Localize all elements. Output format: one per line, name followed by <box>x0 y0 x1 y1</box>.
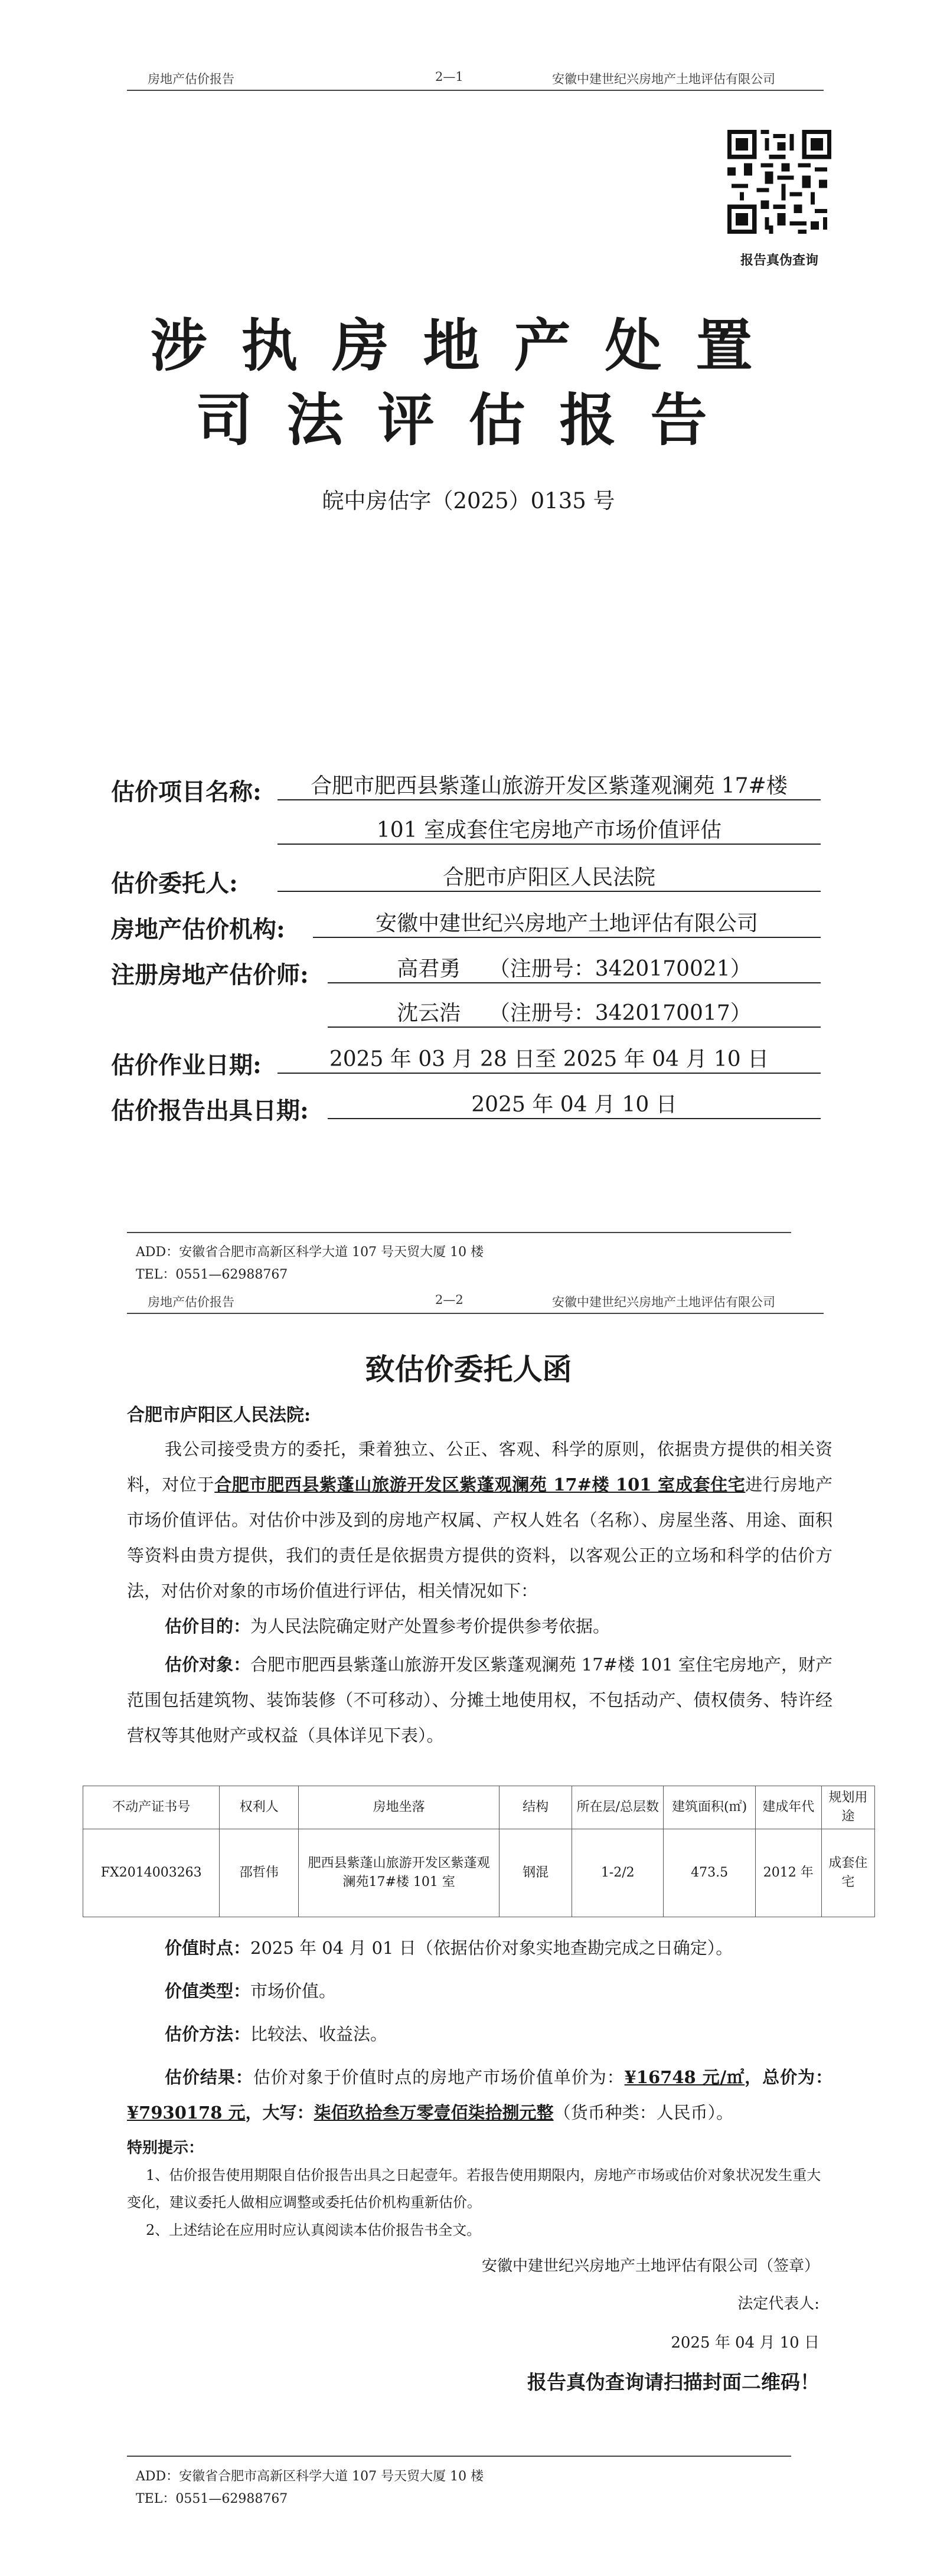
agency-label: 房地产估价机构: <box>111 916 285 943</box>
intro-paragraph <box>127 1431 832 1609</box>
purpose-label: 估价目的： <box>165 1616 251 1636</box>
method-label: 估价方法： <box>165 2024 251 2044</box>
header-page-number: 2—1 <box>435 70 463 84</box>
result-text-3: ，大写： <box>245 2103 314 2123</box>
result-text-4: （货币种类：人民币）。 <box>553 2103 734 2123</box>
letter-title: 致估价委托人函 <box>365 1352 572 1387</box>
result-paragraph <box>127 2060 832 2130</box>
valuation-date-text: 2025 年 04 月 01 日（依据估价对象实地查勘完成之日确定）。 <box>250 1938 733 1958</box>
signature-company: 安徽中建世纪兴房地产土地评估有限公司（签章） <box>481 2257 820 2275</box>
header-right: 安徽中建世纪兴房地产土地评估有限公司 <box>552 1295 775 1309</box>
table-header-cell: 所在层/总层数 <box>572 1786 664 1829</box>
footer-rule <box>127 2456 791 2457</box>
header-left: 房地产估价报告 <box>148 72 234 86</box>
table-header-row <box>83 1786 875 1829</box>
qr-code-image <box>727 130 831 234</box>
header-right: 安徽中建世纪兴房地产土地评估有限公司 <box>552 72 775 86</box>
total-price: ¥7930178 元 <box>127 2103 246 2123</box>
header-page-number: 2—2 <box>435 1293 463 1307</box>
property-table <box>83 1786 875 1917</box>
agency-value: 安徽中建世纪兴房地产土地评估有限公司 <box>313 911 821 938</box>
report-title-line-2: 司法评估报告 <box>195 387 742 453</box>
table-cell: 肥西县紫蓬山旅游开发区紫蓬观澜苑17#楼 101 室 <box>299 1829 499 1917</box>
method-text: 比较法、收益法。 <box>250 2024 388 2044</box>
table-header-cell: 建筑面积(㎡) <box>664 1786 755 1829</box>
footer-rule <box>127 1232 791 1233</box>
unit-price: ¥16748 元/㎡ <box>624 2067 745 2087</box>
valuation-date-label: 价值时点： <box>165 1938 251 1958</box>
object-text: 合肥市肥西县紫蓬山旅游开发区紫蓬观澜苑 17#楼 101 室住宅房地产，财产范围包括建筑物、装饰装修（不可移动）、分摊土地使用权，不包括动产、债权债务、特许经营权等其他财产或权益（具体详见下表）。 <box>127 1655 832 1745</box>
table-header-cell: 权利人 <box>220 1786 299 1829</box>
table-header-cell: 不动产证书号 <box>83 1786 220 1829</box>
project-value-line-2: 101 室成套住宅房地产市场价值评估 <box>277 818 821 845</box>
note-1: 1、估价报告使用期限自估价报告出具之日起壹年。若报告使用期限内，房地产市场或估价对象状况发生重大变化，建议委托人做相应调整或委托估价机构重新估价。 <box>127 2167 821 2211</box>
footer-address: ADD：安徽省合肥市高新区科学大道 107 号天贸大厦 10 楼 <box>136 2469 484 2484</box>
client-value: 合肥市庐阳区人民法院 <box>277 865 821 892</box>
footer-telephone: TEL：0551—62988767 <box>136 1267 288 1282</box>
header-left: 房地产估价报告 <box>148 1295 234 1309</box>
result-text-2: ，总价为： <box>745 2067 832 2087</box>
intro-text-c: 进行房地产市场价值评估。对估价中涉及到的房地产权属、产权人姓名（名称）、房屋坐落、用途、面积等资料由贵方提供，我们的责任是依据贵方提供的资料，以客观公正的立场和科学的估价方法，对估价对象的市场价值进行评估，相关情况如下： <box>127 1475 832 1601</box>
note-2: 2、上述结论在应用时应认真阅读本估价报告书全文。 <box>146 2222 481 2238</box>
object-label: 估价对象： <box>165 1655 251 1675</box>
qr-caption: 报告真伪查询 <box>740 253 818 268</box>
issue-date-value: 2025 年 04 月 10 日 <box>328 1092 821 1119</box>
table-cell: 1-2/2 <box>572 1829 664 1917</box>
table-cell: 邵哲伟 <box>220 1829 299 1917</box>
table-cell: 成套住宅 <box>821 1829 874 1917</box>
table-header-cell: 结构 <box>499 1786 572 1829</box>
work-date-value: 2025 年 03 月 28 日至 2025 年 04 月 10 日 <box>277 1047 821 1074</box>
project-value-line-1: 合肥市肥西县紫蓬山旅游开发区紫蓬观澜苑 17#楼 <box>277 773 821 800</box>
appraiser-2: 沈云浩 （注册号：3420170017） <box>328 1001 821 1028</box>
result-label: 估价结果： <box>165 2067 253 2087</box>
addressee: 合肥市庐阳区人民法院: <box>127 1405 311 1426</box>
footer-telephone: TEL：0551—62988767 <box>136 2492 288 2506</box>
table-cell: FX2014003263 <box>83 1829 220 1917</box>
appraiser-1: 高君勇 （注册号：3420170021） <box>328 956 821 983</box>
appraiser-label: 注册房地产估价师: <box>111 961 309 989</box>
table-header-cell: 房地坐落 <box>299 1786 499 1829</box>
notes-title: 特别提示： <box>127 2139 204 2157</box>
purpose-paragraph <box>127 1609 832 1644</box>
intro-text-a: 我公司接受贵方的委托，秉着独立、公正、客观、科学的原则，依据贵方提供的相关资料，对位于 <box>127 1439 832 1495</box>
value-type-label: 价值类型： <box>165 1981 251 2001</box>
table-cell: 2012 年 <box>755 1829 821 1917</box>
table-row <box>83 1829 875 1917</box>
signature-representative: 法定代表人: <box>737 2295 820 2313</box>
table-cell: 473.5 <box>664 1829 755 1917</box>
work-date-label: 估价作业日期: <box>111 1051 262 1079</box>
footer-address: ADD：安徽省合肥市高新区科学大道 107 号天贸大厦 10 楼 <box>136 1245 484 1260</box>
header-rule <box>127 1313 824 1314</box>
client-label: 估价委托人: <box>111 869 238 897</box>
intro-property-address: 合肥市肥西县紫蓬山旅游开发区紫蓬观澜苑 17#楼 101 室成套住宅 <box>214 1475 746 1495</box>
signature-date: 2025 年 04 月 10 日 <box>671 2334 820 2352</box>
total-price-upper: 柒佰玖拾叁万零壹佰柒拾捌元整 <box>314 2103 554 2123</box>
method-paragraph <box>127 2016 832 2052</box>
table-header-cell: 建成年代 <box>755 1786 821 1829</box>
qr-reminder: 报告真伪查询请扫描封面二维码！ <box>527 2371 820 2394</box>
project-label: 估价项目名称: <box>111 778 262 806</box>
issue-date-label: 估价报告出具日期: <box>111 1097 309 1124</box>
value-type-paragraph <box>127 1973 832 2009</box>
report-number: 皖中房估字（2025）0135 号 <box>322 488 615 514</box>
value-type-text: 市场价值。 <box>250 1981 337 2001</box>
header-rule <box>127 90 824 91</box>
valuation-date-paragraph <box>127 1930 832 1966</box>
table-header-cell: 规划用途 <box>821 1786 874 1829</box>
purpose-text: 为人民法院确定财产处置参考价提供参考依据。 <box>250 1616 610 1636</box>
object-paragraph <box>127 1647 832 1753</box>
report-title-line-1: 涉执房地产处置 <box>150 312 787 379</box>
result-text-1: 估价对象于价值时点的房地产市场价值单价为： <box>253 2067 625 2087</box>
table-cell: 钢混 <box>499 1829 572 1917</box>
